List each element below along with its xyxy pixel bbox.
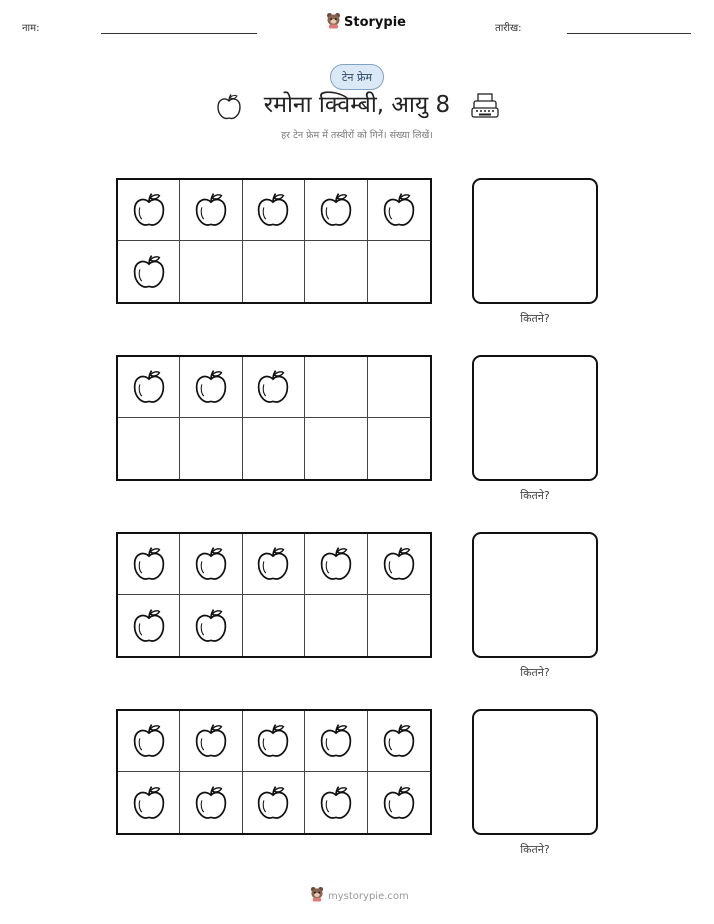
apple-icon bbox=[382, 722, 416, 760]
frame-cell bbox=[180, 357, 242, 418]
frame-cell bbox=[118, 534, 180, 595]
frame-cell bbox=[368, 711, 430, 772]
apple-icon bbox=[194, 191, 228, 229]
frame-cell bbox=[180, 418, 242, 479]
apple-icon bbox=[132, 607, 166, 645]
apple-icon bbox=[132, 722, 166, 760]
ten-frame bbox=[116, 709, 432, 835]
frame-cell bbox=[118, 241, 180, 302]
page-title: रमोना क्विम्बी, आयु 8 bbox=[263, 92, 451, 118]
frame-cell bbox=[180, 595, 242, 656]
answer-label: कितने? bbox=[520, 843, 550, 856]
frame-cell bbox=[368, 595, 430, 656]
answer-box[interactable] bbox=[472, 178, 598, 304]
frame-cell bbox=[243, 534, 305, 595]
apple-icon bbox=[194, 545, 228, 583]
frame-cell bbox=[118, 711, 180, 772]
frame-cell bbox=[118, 180, 180, 241]
frame-cell bbox=[118, 595, 180, 656]
typewriter-icon bbox=[470, 92, 500, 124]
frame-cell bbox=[368, 772, 430, 833]
name-line bbox=[101, 33, 257, 34]
frame-cell bbox=[368, 357, 430, 418]
frame-cell bbox=[305, 357, 367, 418]
apple-icon bbox=[256, 191, 290, 229]
frame-cell bbox=[305, 241, 367, 302]
brand-logo bbox=[326, 12, 406, 33]
frame-cell bbox=[368, 241, 430, 302]
frame-cell bbox=[243, 241, 305, 302]
apple-icon bbox=[194, 368, 228, 406]
frame-cell bbox=[180, 180, 242, 241]
frame-cell bbox=[243, 595, 305, 656]
ten-frame bbox=[116, 178, 432, 304]
frame-cell bbox=[243, 772, 305, 833]
apple-icon bbox=[194, 607, 228, 645]
brand-name: Storypie bbox=[344, 15, 406, 30]
frame-cell bbox=[180, 534, 242, 595]
frame-cell bbox=[368, 534, 430, 595]
frame-cell bbox=[118, 418, 180, 479]
frame-cell bbox=[305, 534, 367, 595]
apple-icon bbox=[319, 784, 353, 822]
apple-icon bbox=[132, 784, 166, 822]
frame-cell bbox=[243, 711, 305, 772]
apple-icon bbox=[132, 368, 166, 406]
frame-cell bbox=[368, 418, 430, 479]
category-badge: टेन फ्रेम bbox=[330, 64, 384, 90]
frame-cell bbox=[243, 357, 305, 418]
apple-icon bbox=[132, 191, 166, 229]
apple-icon bbox=[256, 368, 290, 406]
answer-label: कितने? bbox=[520, 312, 550, 325]
instructions: हर टेन फ्रेम में तस्वीरों को गिनें। संख्या लिखें। bbox=[281, 130, 433, 141]
apple-icon bbox=[382, 784, 416, 822]
answer-label: कितने? bbox=[520, 489, 550, 502]
footer bbox=[310, 886, 409, 906]
apple-icon bbox=[256, 784, 290, 822]
apple-icon bbox=[319, 545, 353, 583]
bear-mascot-icon bbox=[310, 886, 324, 906]
answer-box[interactable] bbox=[472, 709, 598, 835]
frame-cell bbox=[118, 357, 180, 418]
apple-icon bbox=[132, 545, 166, 583]
apple-icon bbox=[382, 545, 416, 583]
frame-cell bbox=[305, 418, 367, 479]
date-line bbox=[567, 33, 691, 34]
ten-frame bbox=[116, 532, 432, 658]
frame-cell bbox=[243, 418, 305, 479]
frame-cell bbox=[180, 711, 242, 772]
apple-icon bbox=[194, 722, 228, 760]
ten-frame bbox=[116, 355, 432, 481]
frame-cell bbox=[180, 241, 242, 302]
frame-cell bbox=[368, 180, 430, 241]
frame-cell bbox=[305, 595, 367, 656]
apple-icon bbox=[132, 253, 166, 291]
frame-cell bbox=[305, 772, 367, 833]
answer-box[interactable] bbox=[472, 355, 598, 481]
apple-icon bbox=[319, 191, 353, 229]
answer-box[interactable] bbox=[472, 532, 598, 658]
frame-cell bbox=[305, 711, 367, 772]
apple-icon bbox=[194, 784, 228, 822]
apple-icon bbox=[382, 191, 416, 229]
frame-cell bbox=[180, 772, 242, 833]
bear-mascot-icon bbox=[326, 12, 341, 33]
name-label: नाम: bbox=[22, 23, 40, 34]
apple-icon bbox=[256, 545, 290, 583]
footer-link[interactable]: mystorypie.com bbox=[328, 890, 409, 902]
frame-cell bbox=[118, 772, 180, 833]
date-label: तारीख: bbox=[495, 23, 522, 34]
answer-label: कितने? bbox=[520, 666, 550, 679]
frame-cell bbox=[305, 180, 367, 241]
frame-cell bbox=[243, 180, 305, 241]
apple-icon bbox=[256, 722, 290, 760]
apple-icon bbox=[319, 722, 353, 760]
